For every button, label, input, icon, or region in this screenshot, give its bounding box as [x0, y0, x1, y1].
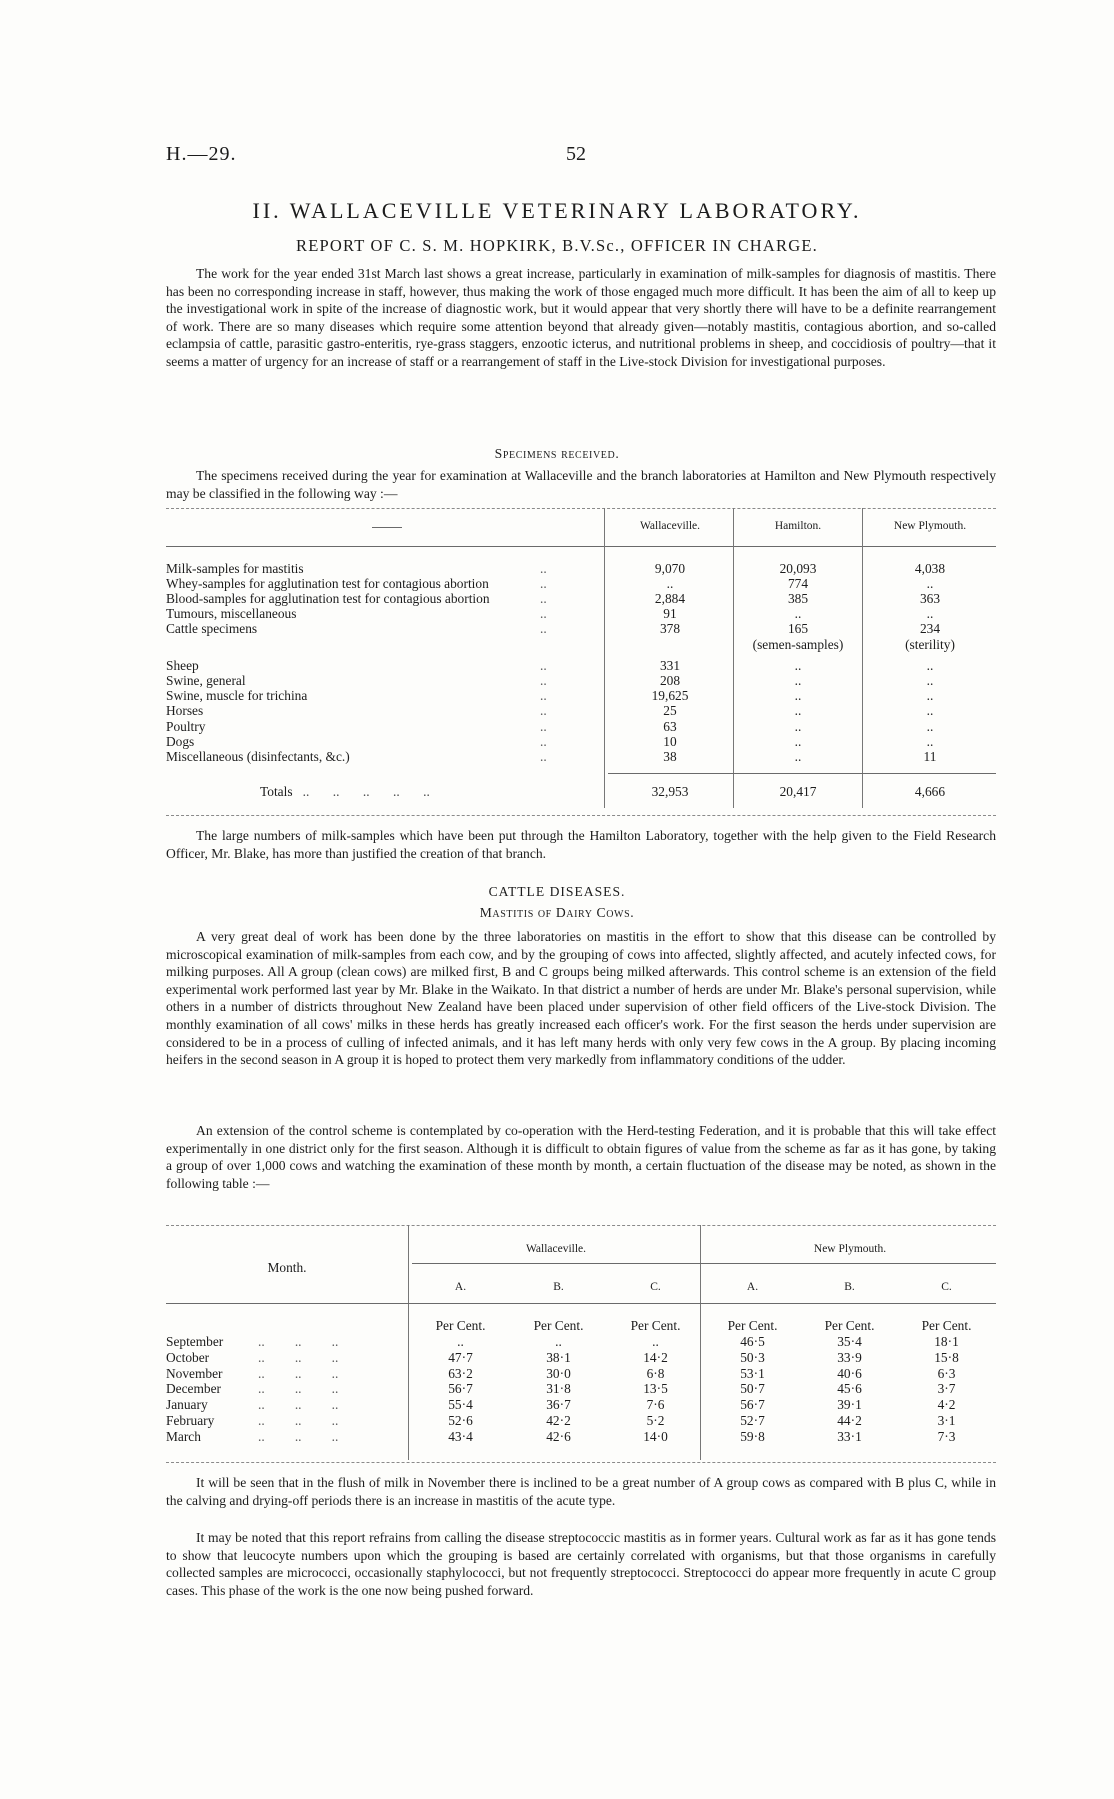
hamilton-paragraph: The large numbers of milk-samples which have been put through the Hamilton Laboratory, together with the help given to the Field Research Officer, Mr. Blake, has more than justified the creation of that branch.: [166, 828, 996, 861]
mastitis-paragraph-1: A very great deal of work has been done by the three laboratories on mastitis in the effort to show that this disease can be controlled by microscopical examination of milk-samples from each cow, and by the grouping of cows into affected, slightly affected, and acutely infected cows, for milking purposes. All A group (clean cows) are milked first, B and C groups being milked afterwards. This control scheme is an extension of the field experimental work performed last year by Mr. Blake in the Waikato. In that district a number of herds are under Mr. Blake's personal supervision, while others in a number of districts throughout New Zealand have been placed under supervision of other field officers of the Live-stock Division. The monthly examination of all cows' milks in these herds has greatly increased each officer's work. For the first season the herds under supervision are considered to be in a process of culling of infected animals, and it has left many herds with only very few cows in the A group. By placing incoming heifers in the second season in A group it is hoped to protect them very markedly from inflammatory conditions of the udder.: [166, 929, 996, 1068]
specimen-cell-n: 363: [919, 591, 941, 606]
leader-dots: ..: [540, 621, 547, 636]
specimen-cell-h: ..: [794, 658, 802, 673]
percent-cell: 52·7: [740, 1413, 765, 1428]
col-header-wallaceville: Wallaceville.: [639, 520, 701, 532]
specimen-cell-n: 11: [923, 749, 937, 764]
specimen-cell-w: 38: [663, 749, 677, 764]
specimen-cell-w: 208: [659, 673, 681, 688]
subcolumn-header: B.: [844, 1281, 855, 1293]
month-label: March: [166, 1428, 201, 1444]
specimen-cell-w: 25: [663, 703, 677, 718]
percent-cell: 43·4: [448, 1428, 473, 1444]
leader-dots: .. .. ..: [258, 1413, 339, 1428]
percent-cell: 42·6: [546, 1428, 571, 1444]
subcolumn-header: B.: [553, 1281, 564, 1293]
specimen-cell-w: 63: [663, 719, 677, 734]
specimen-row-label: Swine, general: [166, 673, 246, 688]
month-header: Month.: [267, 1260, 307, 1275]
table-header-rule: [166, 546, 996, 547]
table-bottom-rule: [166, 815, 996, 816]
group-rule: [412, 1263, 996, 1264]
specimen-cell-n: ..: [926, 719, 934, 734]
specimen-row-label: Sheep: [166, 658, 199, 673]
specimen-row-label: Swine, muscle for trichina: [166, 688, 308, 703]
percent-cell: ..: [652, 1334, 659, 1349]
month-label: February: [166, 1413, 215, 1428]
leader-dots: ..: [540, 734, 547, 749]
column-divider: [408, 1225, 409, 1460]
specimen-cell-w: 331: [659, 658, 681, 673]
leader-dots: .. .. ..: [258, 1428, 339, 1444]
specimen-cell-w: 9,070: [654, 561, 686, 576]
leader-dots: .. .. ..: [258, 1397, 339, 1413]
percent-cell: 56·7: [448, 1381, 473, 1397]
percent-cell: 6·8: [646, 1365, 665, 1381]
percent-cell: 47·7: [448, 1349, 473, 1365]
specimen-row-label: Cattle specimens: [166, 621, 258, 636]
specimen-cell-n: ..: [926, 658, 934, 673]
specimen-cell-h: 774: [787, 576, 809, 591]
specimen-cell-w: 378: [659, 621, 681, 636]
specimen-cell-n: ..: [926, 703, 934, 718]
percent-cell: 3·1: [937, 1413, 956, 1428]
percent-cell: 7·3: [937, 1428, 956, 1444]
mastitis-paragraph-4: It may be noted that this report refrains from calling the disease streptococcic mastitis as in former years. Cultural work as far as it has gone tends to show that leucocyte numbers upon which the grouping is based are certainly correlated with organisms, but that those organisms in carefully collected samples are micrococci, occasionally staphylococci, but not frequently streptococci. Streptococci do appear more frequently in acute C group cases. This phase of the work is the one now being pushed forward.: [166, 1530, 996, 1598]
percent-cell: 4·2: [937, 1397, 956, 1413]
unit-label: Per Cent.: [824, 1318, 875, 1333]
table-top-rule: [166, 508, 996, 509]
percent-cell: 13·5: [643, 1381, 668, 1397]
percent-cell: 50·7: [740, 1381, 765, 1397]
page-reference: H.—29.: [166, 143, 237, 165]
leader-dots: ..: [540, 606, 547, 621]
specimen-cell-n: ..: [926, 734, 934, 749]
percent-cell: 3·7: [937, 1381, 956, 1397]
leader-dots: .. .. ..: [258, 1381, 339, 1397]
col-header-new-plymouth: New Plymouth.: [893, 520, 967, 532]
month-label: October: [166, 1349, 210, 1365]
specimen-cell-w: 19,625: [651, 688, 689, 703]
percent-cell: 52·6: [448, 1413, 473, 1428]
percent-cell: 14·0: [643, 1428, 668, 1444]
cattle-diseases-heading: CATTLE DISEASES.: [488, 884, 626, 899]
table-top-rule: [166, 1225, 996, 1226]
specimen-row-label: Poultry: [166, 719, 206, 734]
specimen-cell-n: ..: [926, 576, 934, 591]
percent-cell: 53·1: [740, 1365, 765, 1381]
specimen-cell-w: 91: [663, 606, 677, 621]
percent-cell: 42·2: [546, 1413, 571, 1428]
leader-dots: .. .. ..: [258, 1365, 339, 1381]
specimen-cell-h: ..: [794, 749, 802, 764]
leader-dots: ..: [540, 749, 547, 764]
percent-cell: 44·2: [837, 1413, 862, 1428]
totals-rule: [608, 773, 996, 774]
specimen-cell-h: ..: [794, 606, 802, 621]
percent-cell: 5·2: [646, 1413, 665, 1428]
subcolumn-header: C.: [941, 1281, 952, 1293]
subcolumn-header: C.: [650, 1281, 661, 1293]
column-divider: [604, 508, 605, 808]
specimen-row-label: Tumours, miscellaneous: [166, 606, 297, 621]
leader-dots: ..: [540, 673, 547, 688]
unit-label: Per Cent.: [630, 1318, 681, 1333]
percent-cell: 33·9: [837, 1349, 862, 1365]
specimen-row-label: Dogs: [166, 734, 195, 749]
specimen-row-label: Milk-samples for mastitis: [166, 561, 304, 576]
column-divider: [733, 508, 734, 808]
specimen-cell-h: 20,093: [779, 561, 817, 576]
specimen-cell-w: 2,884: [654, 591, 686, 606]
specimen-cell-h: ..: [794, 688, 802, 703]
percent-cell: 14·2: [643, 1349, 668, 1365]
specimens-heading: Specimens received.: [494, 446, 620, 461]
mastitis-paragraph-2: An extension of the control scheme is contemplated by co-operation with the Herd-testing Federation, and it is probable that this will take effect experimentally in one district only for the first season. Although it is difficult to obtain figures of value from the scheme as far as it has gone, by taking a group of over 1,000 cows and watching the examination of these month by month, a certain fluctuation of the disease may be noted, as shown in the following table :—: [166, 1123, 996, 1191]
percent-cell: 30·0: [546, 1365, 571, 1381]
report-subtitle: REPORT OF C. S. M. HOPKIRK, B.V.Sc., OFFICER IN CHARGE.: [296, 236, 818, 255]
leader-dots: .. .. ..: [258, 1349, 339, 1365]
total-wallaceville: 32,953: [651, 784, 689, 799]
specimen-cell-h: ..: [794, 734, 802, 749]
percent-cell: 55·4: [448, 1397, 473, 1413]
percent-cell: 39·1: [837, 1397, 862, 1413]
specimen-cell-w: 10: [663, 734, 677, 749]
totals-label: Totals .. .. .. .. ..: [260, 784, 430, 799]
specimen-cell-n: (sterility): [905, 637, 955, 652]
specimen-row-label: Whey-samples for agglutination test for contagious abortion: [166, 576, 489, 591]
leader-dots: ..: [540, 703, 547, 718]
table-header-rule: [166, 1303, 996, 1304]
specimen-row-label: Blood-samples for agglutination test for contagious abortion: [166, 591, 490, 606]
percent-cell: 45·6: [837, 1381, 862, 1397]
col-header-hamilton: Hamilton.: [774, 520, 822, 532]
leader-dots: .. .. ..: [258, 1334, 339, 1349]
percent-cell: 59·8: [740, 1428, 765, 1444]
group-header-wallaceville: Wallaceville.: [525, 1243, 587, 1255]
page-number: 52: [566, 143, 586, 165]
specimen-row-label: Miscellaneous (disinfectants, &c.): [166, 749, 350, 764]
percent-cell: 50·3: [740, 1349, 765, 1365]
unit-label: Per Cent.: [533, 1318, 584, 1333]
leader-dots: ..: [540, 688, 547, 703]
specimen-cell-h: ..: [794, 673, 802, 688]
month-label: January: [166, 1397, 208, 1413]
percent-cell: 46·5: [740, 1334, 765, 1349]
leader-dots: ..: [540, 561, 547, 576]
percent-cell: 40·6: [837, 1365, 862, 1381]
percent-cell: 56·7: [740, 1397, 765, 1413]
mastitis-paragraph-3: It will be seen that in the flush of milk in November there is inclined to be a great number of A group cows as compared with B plus C, while in the calving and drying-off periods there is an increase in mastitis of the acute type.: [166, 1475, 996, 1508]
mastitis-subheading: Mastitis of Dairy Cows.: [479, 905, 635, 920]
specimens-intro: The specimens received during the year for examination at Wallaceville and the branch laboratories at Hamilton and New Plymouth respectively may be classified in the following way :—: [166, 468, 996, 501]
subcolumn-header: A.: [746, 1281, 759, 1293]
percent-cell: 63·2: [448, 1365, 473, 1381]
percent-cell: 31·8: [546, 1381, 571, 1397]
month-label: November: [166, 1365, 223, 1381]
total-hamilton: 20,417: [779, 784, 817, 799]
specimen-cell-n: ..: [926, 688, 934, 703]
percent-cell: 35·4: [837, 1334, 862, 1349]
report-title: II. WALLACEVILLE VETERINARY LABORATORY.: [252, 198, 862, 223]
percent-cell: 7·6: [646, 1397, 665, 1413]
unit-label: Per Cent.: [921, 1318, 972, 1333]
leader-dots: ..: [540, 658, 547, 673]
table-bottom-rule: [166, 1462, 996, 1463]
leader-dots: ..: [540, 591, 547, 606]
unit-label: Per Cent.: [435, 1318, 486, 1333]
percent-cell: 38·1: [546, 1349, 571, 1365]
percent-cell: 36·7: [546, 1397, 571, 1413]
specimen-cell-n: 234: [919, 621, 941, 636]
percent-cell: ..: [457, 1334, 464, 1349]
specimen-cell-n: ..: [926, 673, 934, 688]
month-label: September: [166, 1334, 224, 1349]
specimen-cell-w: ..: [666, 576, 674, 591]
leader-dots: ..: [540, 719, 547, 734]
unit-label: Per Cent.: [727, 1318, 778, 1333]
specimen-row-label: Horses: [166, 703, 204, 718]
group-header-new-plymouth: New Plymouth.: [813, 1243, 887, 1255]
specimen-cell-h: ..: [794, 719, 802, 734]
specimen-cell-n: 4,038: [914, 561, 946, 576]
percent-cell: 33·1: [837, 1428, 862, 1444]
percent-cell: 18·1: [934, 1334, 959, 1349]
specimen-cell-n: ..: [926, 606, 934, 621]
specimen-cell-h: ..: [794, 703, 802, 718]
percent-cell: 15·8: [934, 1349, 959, 1365]
table-header-dash: [372, 527, 402, 528]
specimen-cell-h: 165: [787, 621, 809, 636]
specimen-cell-h: 385: [787, 591, 809, 606]
leader-dots: ..: [540, 576, 547, 591]
total-new-plymouth: 4,666: [914, 784, 946, 799]
percent-cell: 6·3: [937, 1365, 956, 1381]
column-divider: [862, 508, 863, 808]
subcolumn-header: A.: [454, 1281, 467, 1293]
intro-paragraph: The work for the year ended 31st March last shows a great increase, particularly in examination of milk-samples for diagnosis of mastitis. There has been no corresponding increase in staff, however, thus making the work of those engaged much more difficult. It has been the aim of all to keep up the investigational work in spite of the increase of diagnostic work, but it would appear that very shortly there will have to be a definite rearrangement of work. There are so many diseases which require some attention beyond that already given—notably mastitis, contagious abortion, and so-called eclampsia of cattle, parasitic gastro-enteritis, rye-grass staggers, enzootic icterus, and nutritional problems in sheep, and coccidiosis of poultry—that it seems a matter of urgency for an increase of staff or a rearrangement of staff in the Live-stock Division for investigational purposes.: [166, 266, 996, 369]
month-label: December: [166, 1381, 222, 1397]
percent-cell: ..: [555, 1334, 562, 1349]
specimen-cell-h: (semen-samples): [752, 637, 844, 652]
